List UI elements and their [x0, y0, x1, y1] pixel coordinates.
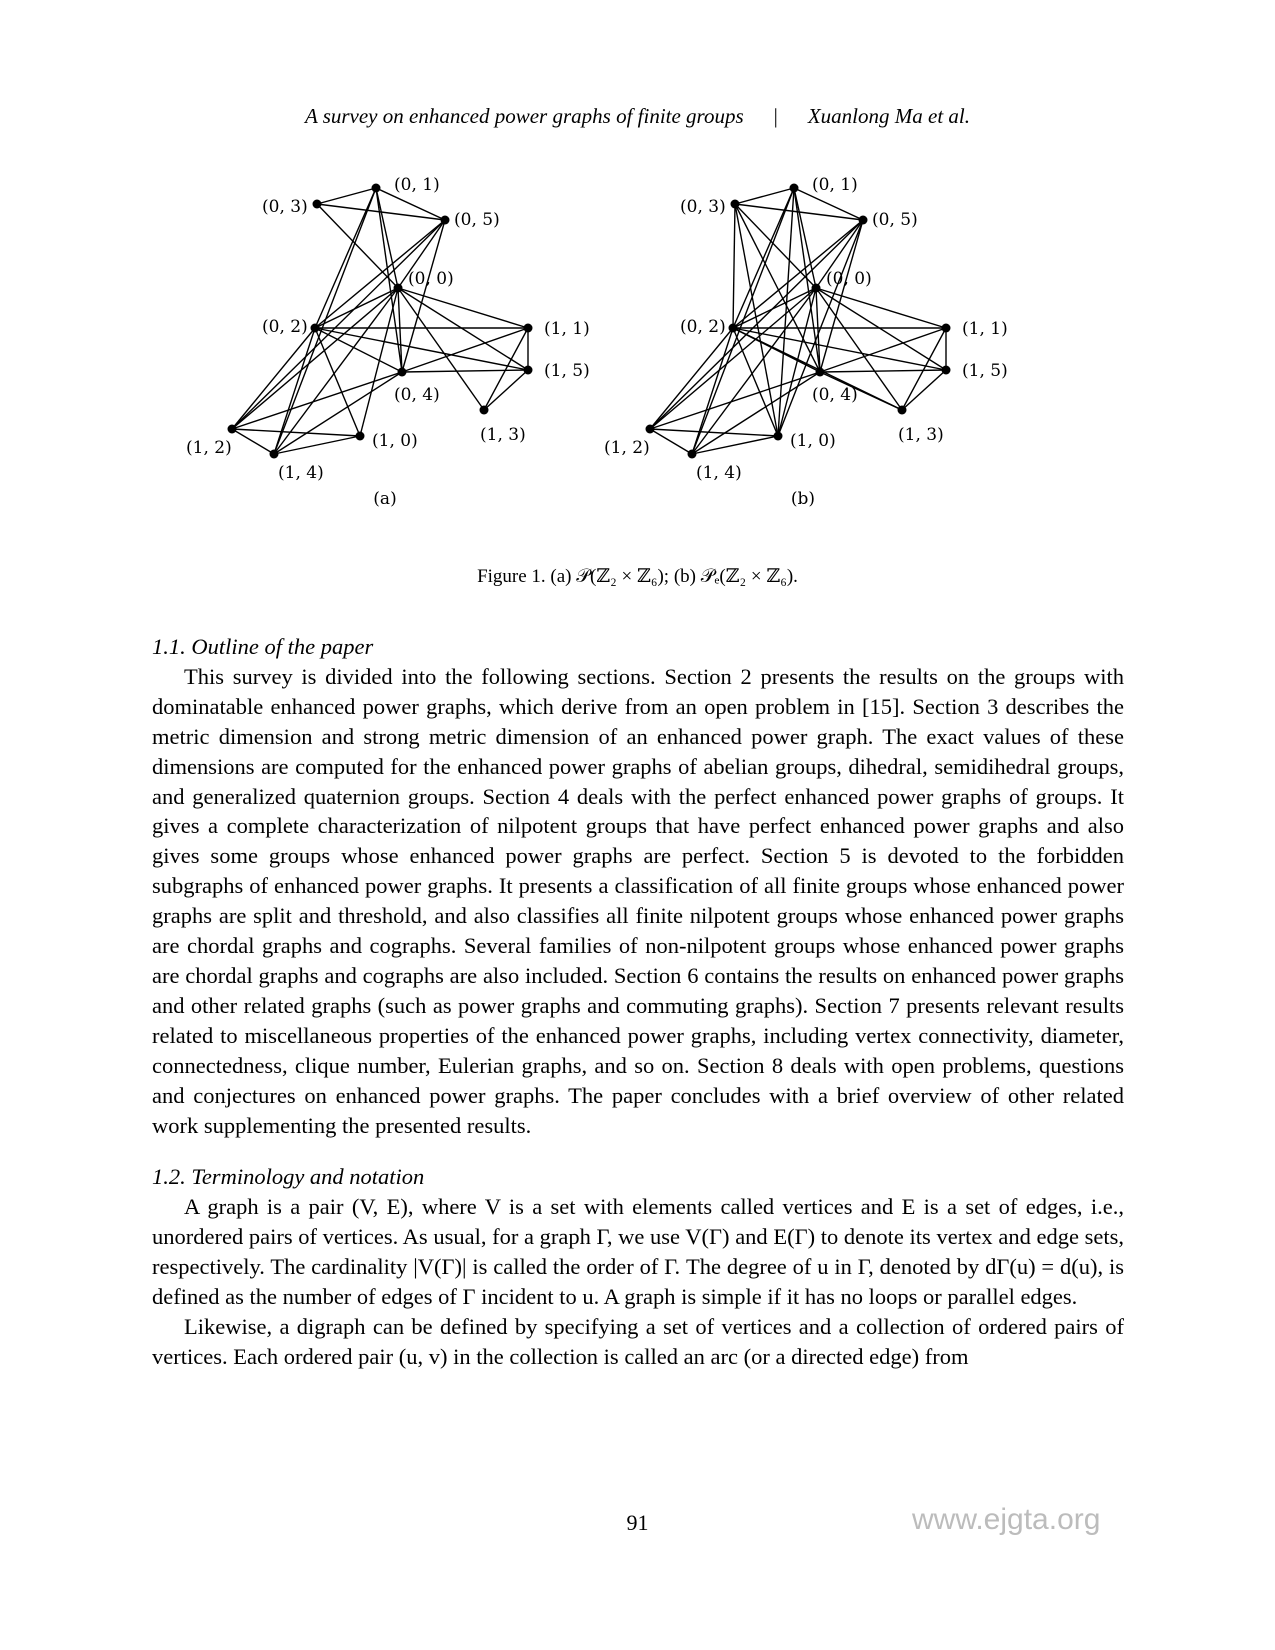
graph-vertex — [812, 284, 821, 293]
graph-edge — [232, 288, 398, 429]
vertex-label: (0, 0) — [826, 269, 872, 289]
graph-edge — [274, 288, 398, 454]
graph-edge — [735, 204, 816, 288]
graph-edge — [317, 204, 398, 288]
graph-edge — [816, 288, 946, 328]
figure-caption: Figure 1. (a) 𝒫(ℤ₂ × ℤ₆); (b) 𝒫ₑ(ℤ₂ × ℤ₆). — [477, 566, 798, 587]
graph-vertex — [774, 432, 783, 441]
graph-vertex — [398, 368, 407, 377]
graph-edge — [650, 429, 778, 436]
graph-edge — [778, 288, 816, 436]
vertex-label: (0, 1) — [394, 175, 440, 195]
graph-vertex — [524, 366, 533, 375]
vertex-label: (1, 3) — [480, 425, 526, 445]
vertex-label: (0, 4) — [812, 385, 858, 405]
graph-edge — [315, 188, 376, 328]
vertex-label: (1, 3) — [898, 425, 944, 445]
vertex-label: (1, 5) — [544, 361, 590, 381]
graph-edge — [274, 328, 315, 454]
vertex-label: (1, 1) — [962, 319, 1008, 339]
graph-a — [186, 175, 590, 509]
graph-edge — [317, 188, 376, 204]
graph-vertex — [729, 324, 738, 333]
vertex-label: (0, 5) — [872, 210, 918, 230]
figure-graphs — [180, 168, 1040, 518]
graph-vertex — [898, 406, 907, 415]
graph-vertex — [313, 200, 322, 209]
graph-edge — [398, 288, 528, 328]
graph-vertex — [480, 406, 489, 415]
vertex-label: (1, 1) — [544, 319, 590, 339]
graph-edge — [315, 328, 528, 370]
graph-vertex — [859, 216, 868, 225]
graph-edge — [232, 372, 402, 429]
graph-edge — [402, 328, 528, 372]
vertex-label: (1, 4) — [696, 463, 742, 483]
graph-edge — [733, 188, 794, 328]
graph-edge — [484, 370, 528, 410]
vertex-label: (0, 2) — [680, 317, 726, 337]
graph-b — [604, 175, 1008, 509]
vertex-label: (1, 4) — [278, 463, 324, 483]
vertex-label: (1, 5) — [962, 361, 1008, 381]
vertex-label: (0, 0) — [408, 269, 454, 289]
graph-vertex — [731, 200, 740, 209]
graph-edge — [733, 204, 735, 328]
running-head-title: A survey on enhanced power graphs of finite groups — [305, 104, 744, 128]
main-content — [152, 632, 1124, 1372]
graph-vertex — [311, 324, 320, 333]
graph-edge — [733, 328, 778, 436]
graph-vertex — [356, 432, 365, 441]
graph-vertex — [816, 368, 825, 377]
vertex-label: (0, 3) — [262, 197, 308, 217]
vertex-label: (0, 3) — [680, 197, 726, 217]
graph-vertex — [646, 425, 655, 434]
graph-edge — [402, 370, 528, 372]
graph-edge — [692, 288, 816, 454]
vertex-label: (0, 5) — [454, 210, 500, 230]
running-head-separator: | — [773, 104, 778, 128]
subfigure-label: (b) — [790, 489, 816, 509]
graph-edge — [650, 372, 820, 429]
graph-edge — [794, 188, 816, 288]
graph-edge — [232, 429, 274, 454]
graph-vertex — [524, 324, 533, 333]
graph-vertex — [942, 324, 951, 333]
vertex-label: (1, 2) — [604, 438, 650, 458]
graph-edge — [650, 429, 692, 454]
graph-edge — [376, 188, 398, 288]
vertex-label: (0, 2) — [262, 317, 308, 337]
graph-edge — [820, 328, 946, 372]
vertex-label: (1, 0) — [372, 431, 418, 451]
section-heading-outline: 1.1. Outline of the paper — [152, 634, 374, 659]
terminology-paragraph-2: Likewise, a digraph can be defined by specifying a set of vertices and a collection of ordered pairs of vertices. Each ordered pair (u, v) in the collection is called an arc (or a directed edge) from — [152, 1313, 1124, 1369]
graph-vertex — [228, 425, 237, 434]
section-heading-terminology: 1.2. Terminology and notation — [152, 1164, 425, 1190]
subfigure-label: (a) — [373, 489, 397, 509]
vertex-label: (1, 0) — [790, 431, 836, 451]
vertex-label: (0, 4) — [394, 385, 440, 405]
outline-paragraph: This survey is divided into the following sections. Section 2 presents the results on the groups with dominatable enhanced power graphs, which derive from an open problem in [15]. Section 3 describes the metric dimension and strong metric dimension of an enhanced power graph. The exact values of these dimensions are computed for the enhanced power graphs of abelian groups, dihedral, semidihedral groups, and generalized quaternion groups. Section 4 deals with the perfect enhanced power graphs of groups. It gives a complete characterization of nilpotent groups that have perfect enhanced power graphs and also gives some groups whose enhanced power graphs are perfect. Section 5 is devoted to the forbidden subgraphs of enhanced power graphs. It presents a classification of all finite groups whose enhanced power graphs are split and threshold, and also classifies all finite nilpotent groups whose enhanced power graphs are chordal graphs and cographs. Several families of non-nilpotent groups whose enhanced power graphs are chordal graphs and cographs are also included. Section 6 contains the results on enhanced power graphs and other related graphs (such as power graphs and commuting graphs). Section 7 presents relevant results related to miscellaneous properties of the enhanced power graphs, including vertex connectivity, diameter, connectedness, clique number, Eulerian graphs, and so on. Section 8 deals with open problems, questions and conjectures on enhanced power graphs. The paper concludes with a brief overview of other related work supplementing the presented results. — [152, 663, 1124, 1138]
journal-website: www.ejgta.org — [912, 1503, 1101, 1536]
graph-edge — [360, 288, 398, 436]
graph-vertex — [688, 450, 697, 459]
graph-edge — [820, 370, 946, 372]
graph-edge — [315, 328, 360, 436]
vertex-label: (0, 1) — [812, 175, 858, 195]
graph-edge — [902, 370, 946, 410]
graph-vertex — [394, 284, 403, 293]
graph-vertex — [790, 184, 799, 193]
running-head — [0, 104, 1275, 129]
terminology-paragraph-1: A graph is a pair (V, E), where V is a set with elements called vertices and E is a set of edges, i.e., unordered pairs of vertices. As usual, for a graph Γ, we use V(Γ) and E(Γ) to denote its vertex and edge sets, respectively. The cardinality |V(Γ)| is called the order of Γ. The degree of u in Γ, denoted by dΓ(u) = d(u), is defined as the number of edges of Γ incident to u. A graph is simple if it has no loops or parallel edges. — [152, 1194, 1124, 1310]
graph-vertex — [372, 184, 381, 193]
vertex-label: (1, 2) — [186, 438, 232, 458]
running-head-authors: Xuanlong Ma et al. — [807, 104, 970, 128]
graph-edge — [232, 429, 360, 436]
page-number: 91 — [626, 1510, 649, 1535]
graph-edge — [735, 188, 794, 204]
graph-vertex — [441, 216, 450, 225]
graph-vertex — [270, 450, 279, 459]
graph-edge — [692, 328, 733, 454]
graph-vertex — [942, 366, 951, 375]
